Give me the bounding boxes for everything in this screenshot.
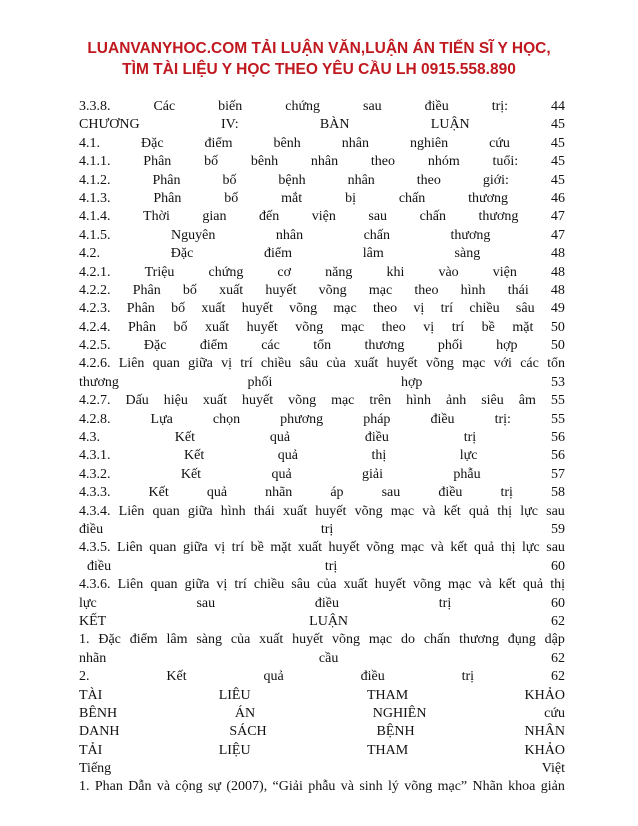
toc-entry: 4.1.1. Phân bố bênh nhân theo nhóm tuổi: 45 xyxy=(79,154,565,170)
toc-entry: 4.2.2. Phân bố xuất huyết võng mạc theo hình thái 48 xyxy=(79,282,565,298)
toc-entry: 4.1.3. Phân bố mắt bị chấn thương 46 xyxy=(79,190,565,206)
toc-entry: 4.1.2. Phân bố bệnh nhân theo giới: 45 xyxy=(79,172,565,188)
toc-entry: 4.1.5. Nguyên nhân chấn thương 47 xyxy=(79,227,565,243)
toc-entry: 4.3.3. Kết quả nhãn áp sau điều trị 58 xyxy=(79,485,565,501)
toc-entry: 4.3.2. Kết quả giải phẫu 57 xyxy=(79,466,565,482)
header-line-2: TÌM TÀI LIỆU Y HỌC THEO YÊU CẦU LH 0915.558.890 xyxy=(122,61,516,78)
toc-entry: lực sau điều trị 60 xyxy=(79,595,565,611)
toc-entry: 4.3.5. Liên quan giữa vị trí bề mặt xuất huyết võng mạc và kết quả thị lực sau xyxy=(79,540,565,556)
toc-entry: 4.3. Kết quả điều trị 56 xyxy=(79,430,565,446)
toc-entry: DANH SÁCH BỆNH NHÂN xyxy=(79,724,565,740)
toc-entry: KẾT LUẬN 62 xyxy=(79,613,565,629)
toc-entry: 4.2.6. Liên quan giữa vị trí chiều sâu của xuất huyết võng mạc với các tổn xyxy=(79,356,565,372)
toc-entry: 4.2.3. Phân bố xuất huyết võng mạc theo vị trí chiều sâu 49 xyxy=(79,301,565,317)
toc-entry: BÊNH ÁN NGHIÊN cứu xyxy=(79,705,565,721)
page-header xyxy=(0,38,638,80)
toc-entry: 4.1.4. Thời gian đến viện sau chấn thương 47 xyxy=(79,209,565,225)
toc-entry: 4.2. Đặc điểm lâm sàng 48 xyxy=(79,246,565,262)
toc-entry: TẢI LIỆU THAM KHẢO xyxy=(79,742,565,758)
toc-entry: thương phối hợp 53 xyxy=(79,374,565,390)
toc-entry: 4.1. Đặc điểm bênh nhân nghiên cứu 45 xyxy=(79,135,565,151)
toc-entry: Tiếng Việt xyxy=(79,761,565,777)
toc-entry: 4.2.8. Lựa chọn phương pháp điều trị: 55 xyxy=(79,411,565,427)
toc-entry: 4.2.4. Phân bố xuất huyết võng mạc theo vị trí bề mặt 50 xyxy=(79,319,565,335)
toc-entry: 3.3.8. Các biến chứng sau điều trị: 44 xyxy=(79,99,565,114)
header-line-1: LUANVANYHOC.COM TẢI LUẬN VĂN,LUẬN ÁN TIẾN SĨ Y HỌC, xyxy=(87,40,551,57)
toc-entry: điều trị 60 xyxy=(87,558,565,574)
toc-entry: 4.2.7. Dấu hiệu xuất huyết võng mạc trên hình ảnh siêu âm 55 xyxy=(79,393,565,409)
toc-entry: điều trị 59 xyxy=(79,521,565,537)
toc-entry: 4.2.1. Triệu chứng cơ năng khi vào viện 48 xyxy=(79,264,565,280)
toc-entry: 2. Kết quả điều trị 62 xyxy=(79,669,565,685)
toc-entry: 4.3.1. Kết quả thị lực 56 xyxy=(79,448,565,464)
toc-entry: TÀI LIÊU THAM KHẢO xyxy=(79,687,565,703)
toc-entry: 1. Phan Dẫn và cộng sự (2007), “Giải phẫu và sinh lý võng mạc” Nhãn khoa giản xyxy=(79,779,565,795)
toc-entry: 1. Đặc điểm lâm sàng của xuất huyết võng mạc do chấn thương đụng dập xyxy=(79,632,565,648)
table-of-contents xyxy=(79,98,565,797)
toc-entry: 4.3.6. Liên quan giữa vị trí chiều sâu của xuất huyết võng mạc và kết quả thị xyxy=(79,577,565,593)
toc-entry: nhãn cầu 62 xyxy=(79,650,565,666)
toc-entry: CHƯƠNG IV: BÀN LUẬN 45 xyxy=(79,117,565,133)
toc-entry: 4.2.5. Đặc điểm các tổn thương phối hợp 50 xyxy=(79,338,565,354)
toc-entry: 4.3.4. Liên quan giữa hình thái xuất huyết võng mạc và kết quả thị lực sau xyxy=(79,503,565,519)
